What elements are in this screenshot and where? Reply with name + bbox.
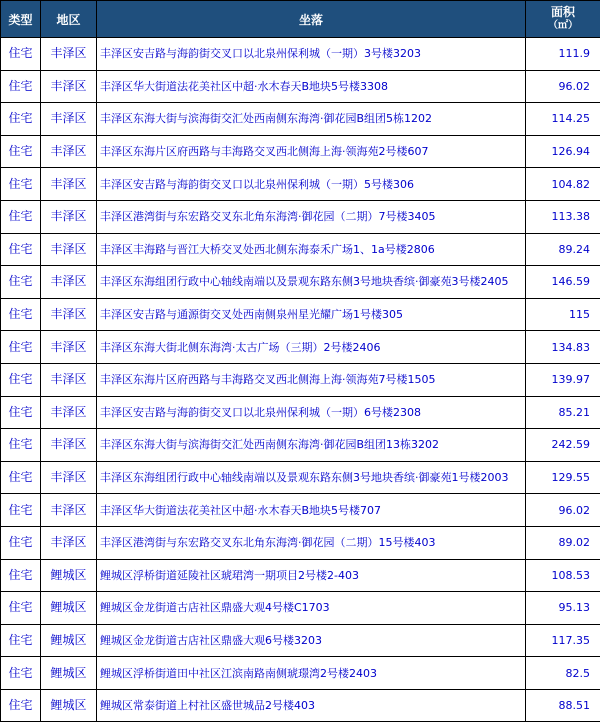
- header-area: 面积: [551, 5, 575, 19]
- cell-area: 88.51: [526, 689, 600, 722]
- cell-address: 丰泽区东海大街与滨海街交汇处西南侧东海湾·御花园B组团5栋1202: [97, 103, 526, 136]
- cell-type: 住宅: [1, 592, 41, 625]
- cell-address: 丰泽区安吉路与海韵街交叉口以北泉州保利城（一期）3号楼3203: [97, 38, 526, 71]
- cell-address: 丰泽区华大街道法花美社区中超·水木春天B地块5号楼707: [97, 494, 526, 527]
- table-row: [1, 168, 600, 201]
- cell-area: 108.53: [526, 559, 600, 592]
- cell-district: 丰泽区: [41, 70, 97, 103]
- table-row: [1, 526, 600, 559]
- cell-address: 鲤城区金龙街道古店社区鼎盛大观4号楼C1703: [97, 592, 526, 625]
- cell-district: 丰泽区: [41, 363, 97, 396]
- cell-area: 89.02: [526, 526, 600, 559]
- cell-district: 鲤城区: [41, 559, 97, 592]
- cell-address: 丰泽区东海组团行政中心轴线南端以及景观东路东侧3号地块香缤·御豪苑3号楼2405: [97, 266, 526, 299]
- table-header-row: [1, 1, 600, 38]
- table-row: [1, 331, 600, 364]
- cell-type: 住宅: [1, 266, 41, 299]
- cell-type: 住宅: [1, 331, 41, 364]
- cell-area: 117.35: [526, 624, 600, 657]
- cell-address: 丰泽区东海大街与滨海街交汇处西南侧东海湾·御花园B组团13栋3202: [97, 429, 526, 462]
- cell-address: 丰泽区港湾街与东宏路交叉东北角东海湾·御花园（二期）15号楼403: [97, 526, 526, 559]
- cell-area: 96.02: [526, 70, 600, 103]
- table-row: [1, 559, 600, 592]
- cell-area: 146.59: [526, 266, 600, 299]
- cell-type: 住宅: [1, 689, 41, 722]
- cell-area: 82.5: [526, 657, 600, 690]
- cell-area: 134.83: [526, 331, 600, 364]
- table-row: [1, 38, 600, 71]
- cell-address: 丰泽区东海大街北侧东海湾·太古广场（三期）2号楼2406: [97, 331, 526, 364]
- table-row: [1, 363, 600, 396]
- cell-area: 242.59: [526, 429, 600, 462]
- header-district: 地区: [41, 1, 97, 38]
- table-row: [1, 396, 600, 429]
- cell-district: 丰泽区: [41, 429, 97, 462]
- cell-type: 住宅: [1, 103, 41, 136]
- cell-address: 鲤城区金龙街道古店社区鼎盛大观6号楼3203: [97, 624, 526, 657]
- header-type: 类型: [1, 1, 41, 38]
- cell-type: 住宅: [1, 298, 41, 331]
- cell-district: 丰泽区: [41, 233, 97, 266]
- cell-area: 95.13: [526, 592, 600, 625]
- table-row: [1, 200, 600, 233]
- table-row: [1, 429, 600, 462]
- cell-address: 丰泽区东海片区府西路与丰海路交叉西北侧海上海·领海苑2号楼607: [97, 135, 526, 168]
- cell-district: 丰泽区: [41, 200, 97, 233]
- cell-type: 住宅: [1, 363, 41, 396]
- table-row: [1, 689, 600, 722]
- cell-district: 丰泽区: [41, 38, 97, 71]
- cell-address: 丰泽区华大街道法花美社区中超·水木春天B地块5号楼3308: [97, 70, 526, 103]
- cell-type: 住宅: [1, 168, 41, 201]
- cell-type: 住宅: [1, 624, 41, 657]
- cell-type: 住宅: [1, 657, 41, 690]
- cell-district: 丰泽区: [41, 266, 97, 299]
- table-row: [1, 70, 600, 103]
- cell-type: 住宅: [1, 526, 41, 559]
- table-row: [1, 461, 600, 494]
- header-area-unit: （㎡）: [526, 19, 600, 32]
- cell-area: 96.02: [526, 494, 600, 527]
- cell-area: 113.38: [526, 200, 600, 233]
- cell-address: 丰泽区安吉路与海韵街交叉口以北泉州保利城（一期）6号楼2308: [97, 396, 526, 429]
- cell-district: 丰泽区: [41, 135, 97, 168]
- cell-type: 住宅: [1, 494, 41, 527]
- table-row: [1, 657, 600, 690]
- cell-address: 鲤城区浮桥街道延陵社区琥珺湾一期项目2号楼2-403: [97, 559, 526, 592]
- cell-type: 住宅: [1, 396, 41, 429]
- cell-area: 115: [526, 298, 600, 331]
- cell-type: 住宅: [1, 429, 41, 462]
- cell-type: 住宅: [1, 135, 41, 168]
- cell-district: 丰泽区: [41, 168, 97, 201]
- cell-type: 住宅: [1, 461, 41, 494]
- table-row: [1, 266, 600, 299]
- table-row: [1, 298, 600, 331]
- cell-address: 丰泽区安吉路与海韵街交叉口以北泉州保利城（一期）5号楼306: [97, 168, 526, 201]
- cell-district: 丰泽区: [41, 494, 97, 527]
- header-area-cell: [526, 1, 600, 38]
- cell-type: 住宅: [1, 559, 41, 592]
- cell-area: 111.9: [526, 38, 600, 71]
- cell-type: 住宅: [1, 233, 41, 266]
- cell-district: 鲤城区: [41, 689, 97, 722]
- cell-type: 住宅: [1, 38, 41, 71]
- cell-type: 住宅: [1, 200, 41, 233]
- cell-area: 129.55: [526, 461, 600, 494]
- table-row: [1, 103, 600, 136]
- table-row: [1, 135, 600, 168]
- cell-address: 丰泽区东海组团行政中心轴线南端以及景观东路东侧3号地块香缤·御豪苑1号楼2003: [97, 461, 526, 494]
- cell-district: 鲤城区: [41, 592, 97, 625]
- table-row: [1, 624, 600, 657]
- cell-address: 鲤城区常泰街道上村社区盛世城品2号楼403: [97, 689, 526, 722]
- cell-address: 丰泽区丰海路与晋江大桥交叉处西北侧东海泰禾广场1、1a号楼2806: [97, 233, 526, 266]
- cell-district: 丰泽区: [41, 396, 97, 429]
- table-body: [1, 38, 600, 722]
- cell-area: 89.24: [526, 233, 600, 266]
- cell-area: 104.82: [526, 168, 600, 201]
- cell-district: 丰泽区: [41, 298, 97, 331]
- cell-address: 丰泽区港湾街与东宏路交叉东北角东海湾·御花园（二期）7号楼3405: [97, 200, 526, 233]
- cell-address: 鲤城区浮桥街道田中社区江滨南路南侧琥璟湾2号楼2403: [97, 657, 526, 690]
- cell-address: 丰泽区安吉路与通源街交叉处西南侧泉州星光耀广场1号楼305: [97, 298, 526, 331]
- cell-district: 鲤城区: [41, 657, 97, 690]
- table-row: [1, 494, 600, 527]
- cell-type: 住宅: [1, 70, 41, 103]
- cell-address: 丰泽区东海片区府西路与丰海路交叉西北侧海上海·领海苑7号楼1505: [97, 363, 526, 396]
- cell-district: 丰泽区: [41, 103, 97, 136]
- cell-area: 126.94: [526, 135, 600, 168]
- cell-district: 丰泽区: [41, 461, 97, 494]
- table-row: [1, 233, 600, 266]
- cell-area: 114.25: [526, 103, 600, 136]
- header-address: 坐落: [97, 1, 526, 38]
- cell-district: 鲤城区: [41, 624, 97, 657]
- cell-area: 139.97: [526, 363, 600, 396]
- cell-area: 85.21: [526, 396, 600, 429]
- cell-district: 丰泽区: [41, 331, 97, 364]
- cell-district: 丰泽区: [41, 526, 97, 559]
- table-row: [1, 592, 600, 625]
